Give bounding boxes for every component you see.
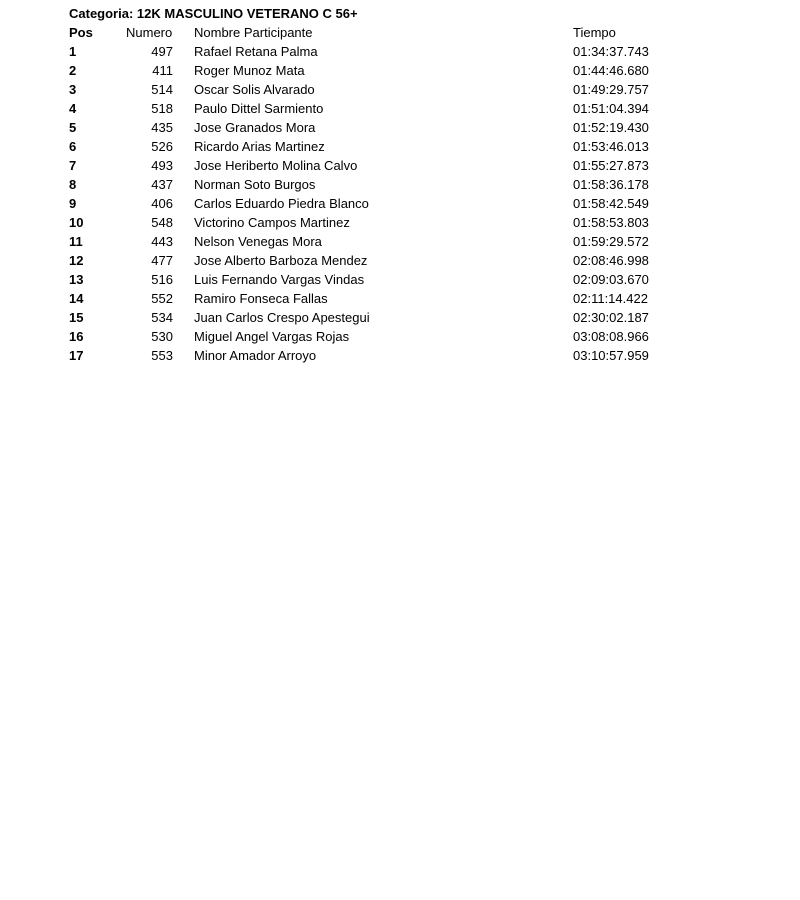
cell-pos: 11 [69, 234, 83, 249]
cell-pos: 8 [69, 177, 77, 192]
cell-nombre: Miguel Angel Vargas Rojas [194, 329, 350, 344]
results-table-body [69, 42, 709, 365]
table-row [69, 61, 709, 80]
cell-tiempo: 01:49:29.757 [573, 82, 649, 97]
cell-tiempo: 02:08:46.998 [573, 253, 649, 268]
cell-numero: 516 [151, 272, 173, 287]
cell-tiempo: 02:11:14.422 [573, 291, 648, 306]
cell-pos: 16 [69, 329, 84, 344]
cell-tiempo: 01:53:46.013 [573, 139, 649, 154]
cell-numero: 514 [151, 82, 173, 97]
cell-numero: 435 [151, 120, 173, 135]
cell-tiempo: 01:58:42.549 [573, 196, 649, 211]
cell-tiempo: 01:58:53.803 [573, 215, 649, 230]
cell-nombre: Jose Alberto Barboza Mendez [194, 253, 368, 268]
cell-numero: 477 [151, 253, 173, 268]
table-row [69, 80, 709, 99]
cell-nombre: Paulo Dittel Sarmiento [194, 101, 324, 116]
cell-nombre: Norman Soto Burgos [194, 177, 316, 192]
cell-tiempo: 03:08:08.966 [573, 329, 649, 344]
header-pos: Pos [69, 25, 93, 40]
category-title: Categoria: 12K MASCULINO VETERANO C 56+ [69, 6, 358, 21]
cell-nombre: Ricardo Arias Martinez [194, 139, 325, 154]
cell-numero: 534 [151, 310, 173, 325]
cell-pos: 12 [69, 253, 84, 268]
cell-nombre: Jose Granados Mora [194, 120, 316, 135]
cell-tiempo: 01:55:27.873 [573, 158, 649, 173]
cell-numero: 518 [151, 101, 173, 116]
table-row [69, 175, 709, 194]
cell-tiempo: 02:30:02.187 [573, 310, 649, 325]
table-row [69, 99, 709, 118]
cell-tiempo: 01:51:04.394 [573, 101, 649, 116]
cell-pos: 4 [69, 101, 77, 116]
table-row [69, 289, 709, 308]
cell-pos: 5 [69, 120, 77, 135]
header-tiempo: Tiempo [573, 25, 616, 40]
cell-tiempo: 01:44:46.680 [573, 63, 649, 78]
cell-numero: 406 [151, 196, 173, 211]
cell-nombre: Carlos Eduardo Piedra Blanco [194, 196, 369, 211]
table-row [69, 251, 709, 270]
table-row [69, 213, 709, 232]
table-row [69, 156, 709, 175]
cell-pos: 7 [69, 158, 77, 173]
cell-nombre: Victorino Campos Martinez [194, 215, 350, 230]
table-row [69, 137, 709, 156]
table-row [69, 327, 709, 346]
table-row [69, 270, 709, 289]
cell-nombre: Minor Amador Arroyo [194, 348, 317, 363]
cell-nombre: Luis Fernando Vargas Vindas [194, 272, 365, 287]
cell-pos: 13 [69, 272, 84, 287]
cell-pos: 3 [69, 82, 77, 97]
table-row [69, 118, 709, 137]
table-row [69, 346, 709, 365]
cell-pos: 6 [69, 139, 77, 154]
cell-nombre: Juan Carlos Crespo Apestegui [194, 310, 370, 325]
cell-numero: 497 [151, 44, 173, 59]
cell-tiempo: 01:58:36.178 [573, 177, 649, 192]
cell-pos: 17 [69, 348, 84, 363]
cell-nombre: Oscar Solis Alvarado [194, 82, 315, 97]
cell-numero: 553 [151, 348, 173, 363]
cell-pos: 14 [69, 291, 84, 306]
cell-nombre: Rafael Retana Palma [194, 44, 318, 59]
cell-pos: 2 [69, 63, 77, 78]
cell-nombre: Roger Munoz Mata [194, 63, 305, 78]
cell-nombre: Ramiro Fonseca Fallas [194, 291, 328, 306]
cell-pos: 1 [69, 44, 77, 59]
table-header-row [69, 23, 709, 42]
cell-numero: 552 [151, 291, 173, 306]
cell-numero: 530 [151, 329, 173, 344]
cell-nombre: Nelson Venegas Mora [194, 234, 322, 249]
table-row [69, 42, 709, 61]
cell-numero: 548 [151, 215, 173, 230]
cell-tiempo: 01:34:37.743 [573, 44, 649, 59]
table-row [69, 194, 709, 213]
cell-pos: 10 [69, 215, 84, 230]
cell-tiempo: 03:10:57.959 [573, 348, 649, 363]
table-row [69, 308, 709, 327]
cell-tiempo: 01:59:29.572 [573, 234, 649, 249]
cell-numero: 437 [151, 177, 173, 192]
results-sheet [69, 4, 709, 365]
cell-numero: 493 [151, 158, 173, 173]
cell-pos: 9 [69, 196, 77, 211]
table-row [69, 232, 709, 251]
cell-tiempo: 02:09:03.670 [573, 272, 649, 287]
cell-tiempo: 01:52:19.430 [573, 120, 649, 135]
header-numero: Numero [126, 25, 173, 40]
cell-numero: 443 [151, 234, 173, 249]
cell-nombre: Jose Heriberto Molina Calvo [194, 158, 358, 173]
cell-numero: 526 [151, 139, 173, 154]
cell-numero: 411 [152, 63, 173, 78]
cell-pos: 15 [69, 310, 84, 325]
header-nombre: Nombre Participante [194, 25, 313, 40]
